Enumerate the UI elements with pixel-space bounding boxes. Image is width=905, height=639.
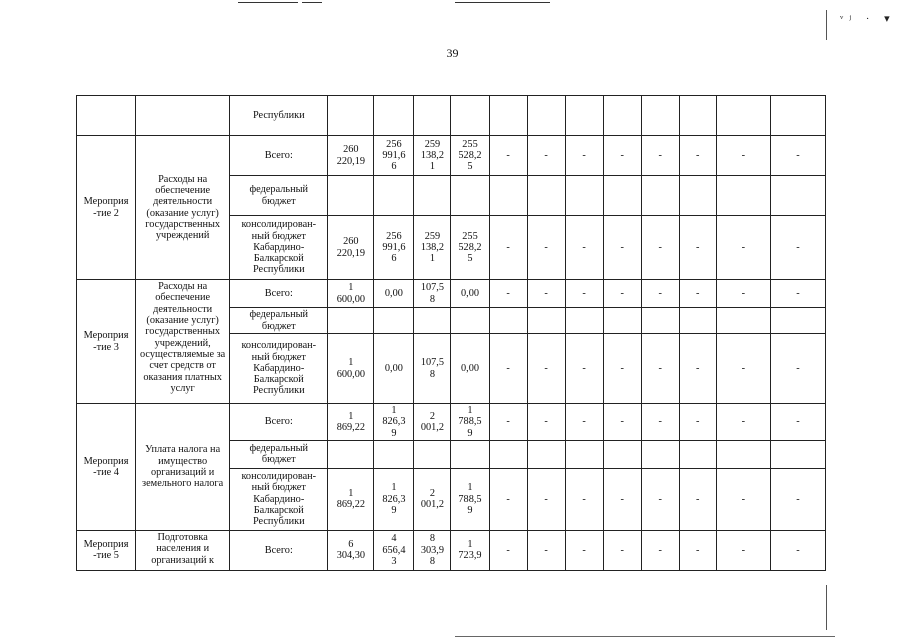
dash-cell: - <box>489 136 527 176</box>
dash-cell: - <box>527 280 565 308</box>
dash-cell: - <box>527 404 565 441</box>
value-cell: 0,00 <box>374 334 414 404</box>
dash-cell: - <box>770 280 825 308</box>
value-cell <box>451 308 489 334</box>
dash-cell: - <box>641 404 679 441</box>
value-cell: 1 869,22 <box>328 404 374 441</box>
table-row <box>77 96 826 136</box>
dash-cell: - <box>489 404 527 441</box>
dash-cell: - <box>716 404 770 441</box>
value-cell <box>328 96 374 136</box>
funding-source: консолидирован- ный бюджет Кабардино- Балкарской Республики <box>230 468 328 530</box>
dash-cell: - <box>679 280 716 308</box>
dash-cell: - <box>716 334 770 404</box>
dash-cell: - <box>641 468 679 530</box>
dash-cell: - <box>641 530 679 570</box>
dash-cell <box>679 176 716 216</box>
funding-source: Всего: <box>230 404 328 441</box>
dash-cell: - <box>716 468 770 530</box>
dash-cell <box>770 308 825 334</box>
dash-cell <box>527 176 565 216</box>
value-cell: 260 220,19 <box>328 136 374 176</box>
dash-cell: - <box>603 404 641 441</box>
value-cell: 255 528,2 5 <box>451 136 489 176</box>
value-cell <box>414 96 451 136</box>
value-cell: 259 138,2 1 <box>414 216 451 280</box>
value-cell <box>374 440 414 468</box>
value-cell <box>716 96 770 136</box>
dash-cell: - <box>565 334 603 404</box>
value-cell: 256 991,6 6 <box>374 216 414 280</box>
value-cell <box>527 96 565 136</box>
table-row <box>77 404 826 441</box>
funding-source: Всего: <box>230 136 328 176</box>
dash-cell: - <box>770 136 825 176</box>
dash-cell <box>716 308 770 334</box>
scan-artifact-vline <box>826 10 827 40</box>
value-cell <box>328 308 374 334</box>
dash-cell: - <box>565 530 603 570</box>
value-cell: 107,5 8 <box>414 334 451 404</box>
dash-cell: - <box>565 468 603 530</box>
value-cell: 255 528,2 5 <box>451 216 489 280</box>
funding-source: федеральный бюджет <box>230 440 328 468</box>
value-cell: 1 826,3 9 <box>374 468 414 530</box>
dash-cell <box>641 308 679 334</box>
dash-cell <box>641 176 679 216</box>
value-cell <box>414 176 451 216</box>
funding-source: федеральный бюджет <box>230 308 328 334</box>
dash-cell: - <box>603 530 641 570</box>
budget-table <box>76 95 826 571</box>
value-cell: 2 001,2 <box>414 468 451 530</box>
funding-source: федеральный бюджет <box>230 176 328 216</box>
dash-cell: - <box>770 404 825 441</box>
value-cell: 260 220,19 <box>328 216 374 280</box>
value-cell <box>603 96 641 136</box>
dash-cell: - <box>679 468 716 530</box>
value-cell <box>374 176 414 216</box>
value-cell: 4 656,4 3 <box>374 530 414 570</box>
value-cell <box>679 96 716 136</box>
dash-cell: - <box>489 280 527 308</box>
value-cell <box>374 308 414 334</box>
dash-cell: - <box>603 136 641 176</box>
funding-source: консолидирован- ный бюджет Кабардино- Балкарской Республики <box>230 334 328 404</box>
measure-description: Уплата налога на имущество организаций и земельного налога <box>136 404 230 531</box>
value-cell: 107,5 8 <box>414 280 451 308</box>
dash-cell: - <box>641 136 679 176</box>
dash-cell <box>603 308 641 334</box>
value-cell: 8 303,9 8 <box>414 530 451 570</box>
dash-cell: - <box>565 216 603 280</box>
dash-cell: - <box>603 334 641 404</box>
dash-cell: - <box>716 216 770 280</box>
dash-cell <box>716 176 770 216</box>
dash-cell <box>489 176 527 216</box>
value-cell <box>328 176 374 216</box>
dash-cell <box>679 308 716 334</box>
scan-artifact-line <box>455 636 835 637</box>
dash-cell: - <box>770 468 825 530</box>
dash-cell: - <box>679 136 716 176</box>
value-cell: 1 788,5 9 <box>451 468 489 530</box>
value-cell <box>414 440 451 468</box>
value-cell <box>451 96 489 136</box>
value-cell: 1 826,3 9 <box>374 404 414 441</box>
dash-cell <box>679 440 716 468</box>
dash-cell: - <box>641 280 679 308</box>
dash-cell <box>641 440 679 468</box>
funding-source-cell: Республики <box>230 96 328 136</box>
measure-description: Подготовка населения и организаций к <box>136 530 230 570</box>
dash-cell: - <box>679 404 716 441</box>
dash-cell: - <box>716 530 770 570</box>
table-row <box>77 530 826 570</box>
dash-cell <box>603 440 641 468</box>
value-cell: 1 600,00 <box>328 280 374 308</box>
dash-cell: - <box>679 530 716 570</box>
value-cell <box>641 96 679 136</box>
value-cell: 1 788,5 9 <box>451 404 489 441</box>
dash-cell: - <box>679 216 716 280</box>
dash-cell <box>565 440 603 468</box>
value-cell: 1 723,9 <box>451 530 489 570</box>
budget-table-wrap <box>76 95 826 571</box>
funding-source: консолидирован- ный бюджет Кабардино- Балкарской Республики <box>230 216 328 280</box>
value-cell <box>565 96 603 136</box>
dash-cell: - <box>489 216 527 280</box>
dash-cell: - <box>641 334 679 404</box>
value-cell <box>451 176 489 216</box>
dash-cell: - <box>603 280 641 308</box>
dash-cell: - <box>489 334 527 404</box>
funding-source: Всего: <box>230 280 328 308</box>
value-cell: 0,00 <box>374 280 414 308</box>
corner-marks: ᵛʲ · ▾ <box>840 13 896 25</box>
dash-cell: - <box>489 468 527 530</box>
dash-cell <box>527 440 565 468</box>
scan-artifact-line <box>302 2 322 3</box>
scan-artifact-line <box>455 2 550 3</box>
page-number: 39 <box>446 46 459 60</box>
measure-name: Мероприя -тие 5 <box>77 530 136 570</box>
value-cell <box>770 96 825 136</box>
dash-cell: - <box>770 530 825 570</box>
value-cell: 2 001,2 <box>414 404 451 441</box>
table-row <box>77 136 826 176</box>
dash-cell <box>489 440 527 468</box>
dash-cell <box>565 308 603 334</box>
value-cell: 1 600,00 <box>328 334 374 404</box>
dash-cell: - <box>679 334 716 404</box>
dash-cell <box>489 308 527 334</box>
dash-cell: - <box>603 468 641 530</box>
dash-cell: - <box>716 136 770 176</box>
value-cell <box>328 440 374 468</box>
value-cell: 259 138,2 1 <box>414 136 451 176</box>
dash-cell: - <box>716 280 770 308</box>
dash-cell <box>770 440 825 468</box>
dash-cell: - <box>565 280 603 308</box>
value-cell <box>374 96 414 136</box>
dash-cell <box>565 176 603 216</box>
dash-cell: - <box>489 530 527 570</box>
measure-name: Мероприя -тие 3 <box>77 280 136 404</box>
dash-cell: - <box>770 216 825 280</box>
value-cell: 0,00 <box>451 280 489 308</box>
value-cell <box>489 96 527 136</box>
measure-name-cell <box>77 96 136 136</box>
measure-name: Мероприя -тие 2 <box>77 136 136 280</box>
measure-name: Мероприя -тие 4 <box>77 404 136 531</box>
measure-description: Расходы на обеспечение деятельности (оказание услуг) государственных учреждений, осуществляемые за счет средств от оказания платных услуг <box>136 280 230 404</box>
dash-cell: - <box>565 136 603 176</box>
dash-cell <box>770 176 825 216</box>
value-cell: 6 304,30 <box>328 530 374 570</box>
measure-description: Расходы на обеспечение деятельности (оказание услуг) государственных учреждений <box>136 136 230 280</box>
scan-artifact-line <box>238 2 298 3</box>
dash-cell: - <box>527 334 565 404</box>
dash-cell: - <box>527 530 565 570</box>
value-cell <box>414 308 451 334</box>
dash-cell: - <box>641 216 679 280</box>
table-row <box>77 280 826 308</box>
value-cell: 0,00 <box>451 334 489 404</box>
dash-cell <box>527 308 565 334</box>
dash-cell <box>716 440 770 468</box>
funding-source: Всего: <box>230 530 328 570</box>
value-cell: 256 991,6 6 <box>374 136 414 176</box>
dash-cell: - <box>527 468 565 530</box>
value-cell: 1 869,22 <box>328 468 374 530</box>
scan-artifact-vline <box>826 585 827 630</box>
dash-cell: - <box>527 136 565 176</box>
measure-description-cell <box>136 96 230 136</box>
dash-cell: - <box>603 216 641 280</box>
value-cell <box>451 440 489 468</box>
dash-cell <box>603 176 641 216</box>
dash-cell: - <box>770 334 825 404</box>
dash-cell: - <box>527 216 565 280</box>
dash-cell: - <box>565 404 603 441</box>
